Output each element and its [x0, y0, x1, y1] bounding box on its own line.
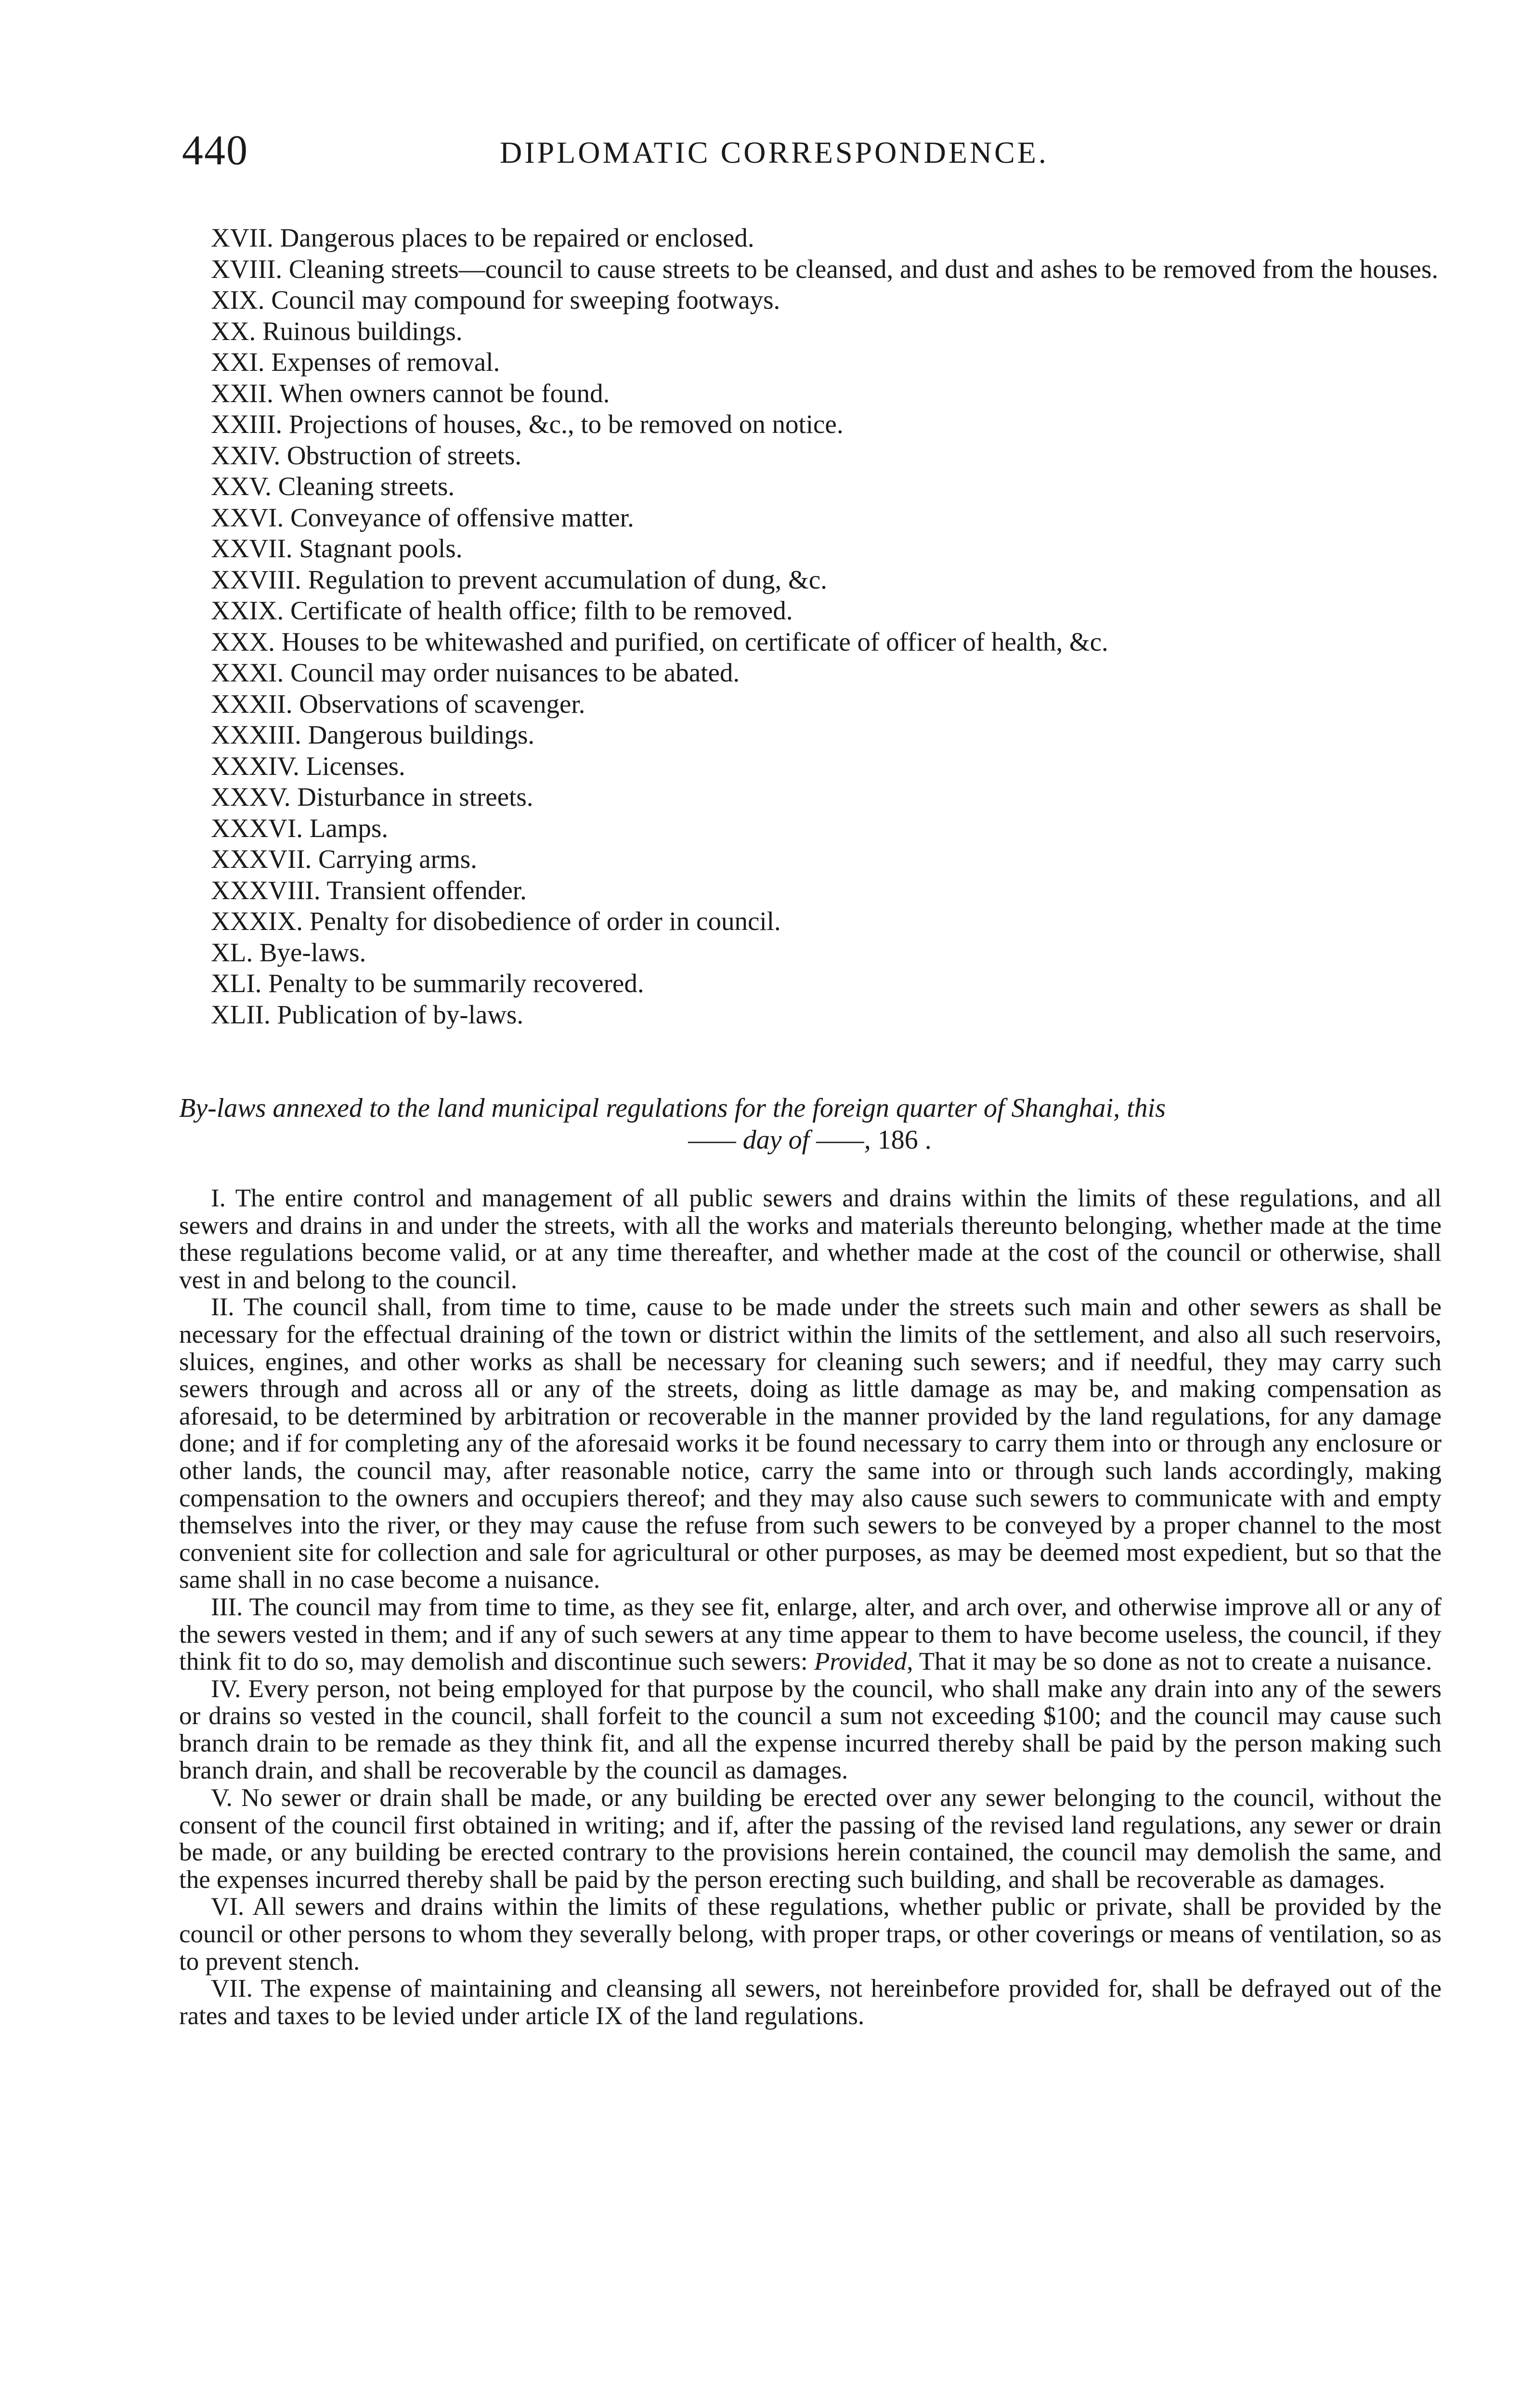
bylaw-paragraph: I. The entire control and management of all public sewers and drains within the limits of these regulations, and all sewers and drains in and under the streets, with all the works and materials thereunto belonging, whether made at the time these regulations become valid, or at any time thereafter, and whether made at the cost of the council or otherwise, shall vest in and belong to the council.: [179, 1184, 1442, 1294]
index-entry: XX. Ruinous buildings.: [211, 316, 463, 346]
index-entry: XVIII. Cleaning streets—council to cause streets to be cleansed, and dust and ashes to be removed from the houses.: [211, 254, 1439, 284]
index-entry: XXV. Cleaning streets.: [211, 471, 455, 501]
index-entry: XXIX. Certificate of health office; filth to be removed.: [211, 596, 793, 625]
bylaw-text: III. The council may from time to time, as they see fit, enlarge, alter, and arch over, and otherwise improve all or any of the sewers vested in them; and if any of such sewers at any time appear to them to have become useless, the council, if they think fit to do so, may demolish and discontinue such sewers:: [179, 1593, 1442, 1676]
bylaw-paragraph: VI. All sewers and drains within the limits of these regulations, whether public or private, shall be provided by the council or other persons to whom they severally belong, with proper traps, or other coverings or means of ventilation, so as to prevent stench.: [179, 1893, 1442, 1976]
bylaws-heading-line1: By-laws annexed to the land municipal regulations for the foreign quarter of Shanghai, this: [179, 1093, 1166, 1123]
provided-emphasis: Provided,: [814, 1648, 913, 1676]
bylaw-paragraph: VII. The expense of maintaining and cleansing all sewers, not hereinbefore provided for, shall be defrayed out of the rates and taxes to be levied under article IX of the land regulations.: [179, 1975, 1442, 2030]
index-entry: XXXIII. Dangerous buildings.: [211, 720, 535, 749]
index-entry: XXVIII. Regulation to prevent accumulation of dung, &c.: [211, 564, 827, 594]
index-entry: XXXIV. Licenses.: [211, 751, 405, 781]
index-entry: XXXVIII. Transient offender.: [211, 875, 527, 905]
index-entry: XIX. Council may compound for sweeping footways.: [211, 285, 780, 314]
index-entry: XXXV. Disturbance in streets.: [211, 782, 533, 811]
bylaws-body: [179, 1185, 1442, 2029]
index-entry: XXXII. Observations of scavenger.: [211, 689, 585, 719]
running-title: DIPLOMATIC CORRESPONDENCE.: [500, 135, 1049, 170]
index-entry: XXII. When owners cannot be found.: [211, 378, 610, 408]
index-entry: XXXVII. Carrying arms.: [211, 844, 477, 874]
index-entry: XXVI. Conveyance of offensive matter.: [211, 502, 634, 532]
bylaws-heading: [179, 1092, 1441, 1156]
index-entry: XLI. Penalty to be summarily recovered.: [211, 968, 644, 998]
bylaw-text: That it may be so done as not to create a nuisance.: [913, 1648, 1432, 1676]
index-entry: XXVII. Stagnant pools.: [211, 534, 463, 563]
page-header: [182, 126, 1434, 179]
bylaw-paragraph: [179, 1594, 1442, 1675]
bylaw-paragraph: V. No sewer or drain shall be made, or any building be erected over any sewer belonging to the council, without the consent of the council first obtained in writing; and if, after the passing of the revised land regulations, any sewer or drain be made, or any building be erected contrary to the provisions herein contained, the council may demolish the same, and the expenses incurred thereby shall be paid by the person erecting such building, and shall be recoverable as damages.: [179, 1784, 1442, 1894]
index-entry: XXXIX. Penalty for disobedience of order in council.: [211, 906, 781, 936]
index-entry: XXXVI. Lamps.: [211, 813, 389, 843]
index-entry: XVII. Dangerous places to be repaired or enclosed.: [211, 223, 754, 252]
bylaw-paragraph: II. The council shall, from time to time, cause to be made under the streets such main and other sewers as shall be necessary for the effectual draining of the town or district within the limits of the settlement, and also all such reservoirs, sluices, engines, and other works as shall be necessary for cleaning such sewers; and if needful, they may carry such sewers through and across all or any of the streets, doing as little damage as may be, and making compensation as aforesaid, to be determined by arbitration or recoverable in the manner provided by the land regulations, for any damage done; and if for completing any of the aforesaid works it be found necessary to carry them into or through any enclosure or other lands, the council may, after reasonable notice, carry the same into or through such lands accordingly, making compensation to the owners and occupiers thereof; and they may also cause such sewers to communicate with and empty themselves into the river, or they may cause the refuse from such sewers to be conveyed by a proper channel to the most convenient site for collection and sale for agricultural or other purposes, as may be deemed most expedient, but so that the same shall in no case become a nuisance.: [179, 1293, 1442, 1594]
bylaws-heading-year: 186 .: [877, 1125, 932, 1155]
index-entry: XXI. Expenses of removal.: [211, 347, 500, 377]
index-entry: XXX. Houses to be whitewashed and purified, on certificate of officer of health, &c.: [211, 627, 1108, 656]
index-entry: XXXI. Council may order nuisances to be abated.: [211, 658, 740, 687]
index-entry: XL. Bye-laws.: [211, 937, 366, 967]
index-entry: XXIII. Projections of houses, &c., to be removed on notice.: [211, 409, 844, 439]
bylaw-paragraph: IV. Every person, not being employed for that purpose by the council, who shall make any drain into any of the sewers or drains so vested in the council, shall forfeit to the council a sum not exceeding $100; and the council may cause such branch drain to be remade as they think fit, and all the expense incurred thereby shall be paid by the person making such branch drain, and shall be recoverable by the council as damages.: [179, 1675, 1442, 1785]
bylaws-heading-date: —— day of ——,: [688, 1125, 878, 1155]
index-entry: XLII. Publication of by-laws.: [211, 999, 524, 1029]
page-number: 440: [182, 127, 248, 174]
section-index: [179, 222, 1441, 1030]
bylaws-heading-line2: [179, 1124, 1441, 1156]
index-entry: XXIV. Obstruction of streets.: [211, 440, 522, 470]
